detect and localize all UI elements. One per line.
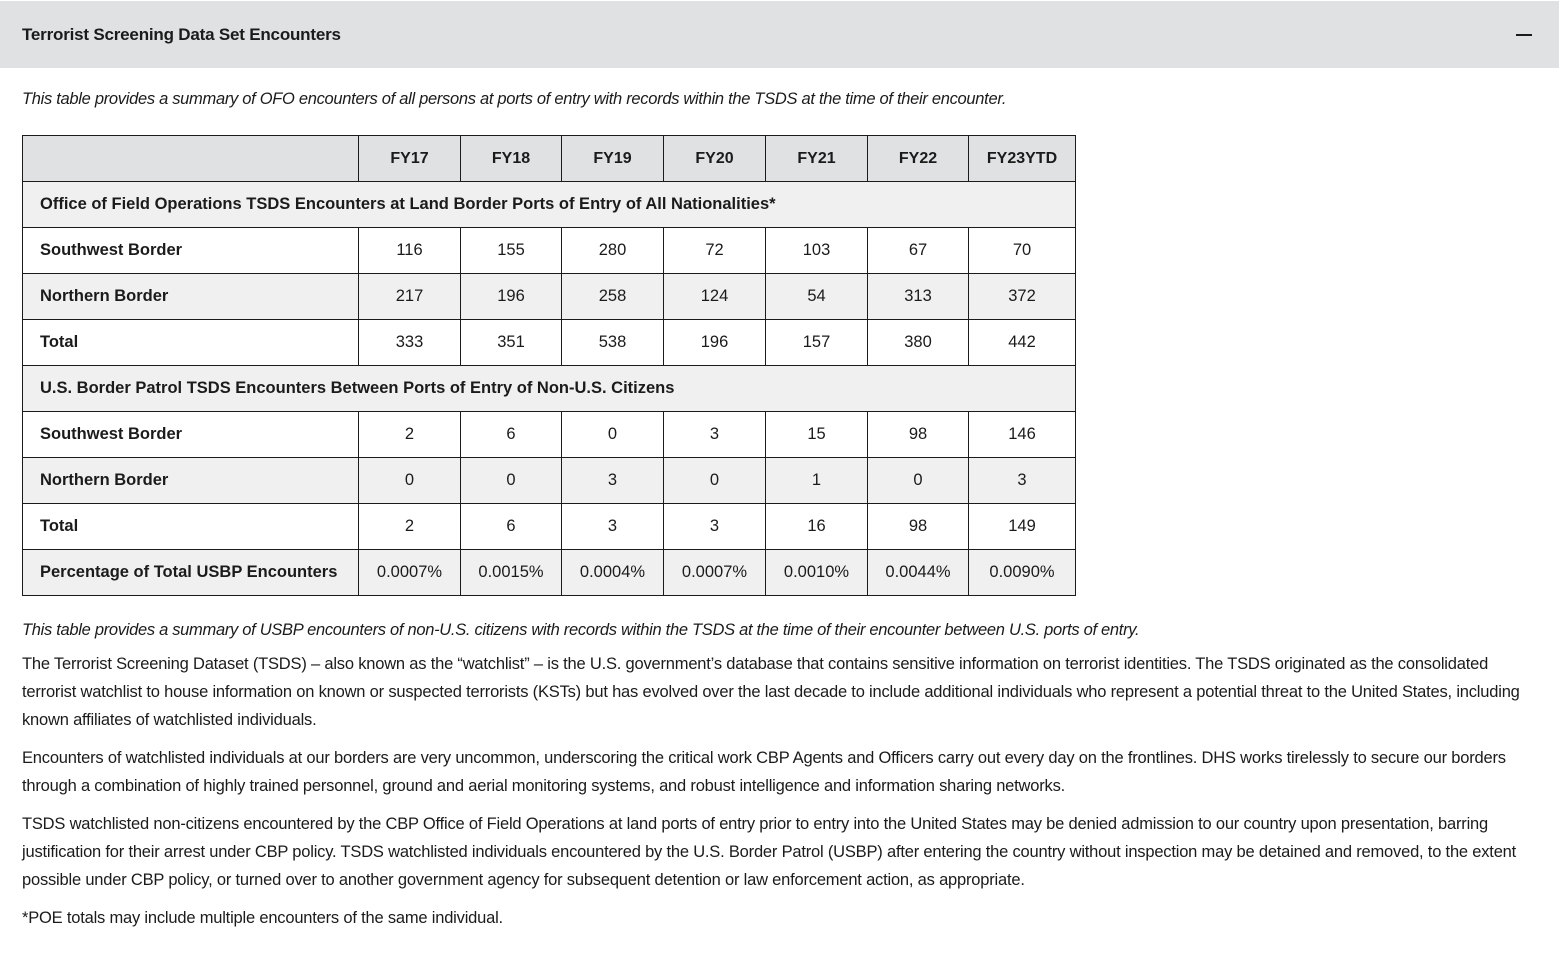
- column-header-fy22: FY22: [868, 136, 969, 182]
- table-header-row: [23, 136, 1076, 182]
- table-cell: 70: [969, 228, 1076, 274]
- table-cell: 313: [868, 274, 969, 320]
- table-cell: 280: [562, 228, 664, 274]
- column-header-fy21: FY21: [766, 136, 868, 182]
- table-cell: 6: [461, 504, 562, 550]
- table-cell: 372: [969, 274, 1076, 320]
- column-header-fy17: FY17: [359, 136, 461, 182]
- table-cell: 538: [562, 320, 664, 366]
- row-label: Northern Border: [23, 274, 359, 320]
- tsds-encounters-table: [22, 135, 1076, 596]
- section-title: U.S. Border Patrol TSDS Encounters Between Ports of Entry of Non-U.S. Citizens: [23, 366, 1076, 412]
- table-cell: 0: [461, 458, 562, 504]
- column-header-blank: [23, 136, 359, 182]
- table-row-total: [23, 320, 1076, 366]
- table-cell: 124: [664, 274, 766, 320]
- table-cell: 0.0007%: [359, 550, 461, 596]
- table-cell: 72: [664, 228, 766, 274]
- table-cell: 0.0010%: [766, 550, 868, 596]
- table-cell: 351: [461, 320, 562, 366]
- table-cell: 155: [461, 228, 562, 274]
- table-cell: 157: [766, 320, 868, 366]
- table-cell: 258: [562, 274, 664, 320]
- paragraph-tsds-definition: The Terrorist Screening Dataset (TSDS) – also known as the “watchlist” – is the U.S. government’s database that contains sensitive information on terrorist identities. The TSDS originated as the consolidated terrorist watchlist to house information on known or suspected terrorists (KSTs) but has evolved over the last decade to include additional individuals who represent a potential threat to the United States, including known affiliates of watchlisted individuals.: [22, 655, 1520, 729]
- table-cell: 442: [969, 320, 1076, 366]
- table-cell: 0.0044%: [868, 550, 969, 596]
- table-cell: 217: [359, 274, 461, 320]
- table-cell: 3: [664, 504, 766, 550]
- accordion-title: Terrorist Screening Data Set Encounters: [22, 24, 341, 44]
- row-label: Northern Border: [23, 458, 359, 504]
- table-cell: 3: [562, 504, 664, 550]
- table-cell: 196: [461, 274, 562, 320]
- table-cell: 0.0015%: [461, 550, 562, 596]
- table-cell: 196: [664, 320, 766, 366]
- accordion-content: [0, 68, 1561, 932]
- column-header-fy18: FY18: [461, 136, 562, 182]
- table-cell: 3: [969, 458, 1076, 504]
- paragraph-enforcement-actions: TSDS watchlisted non-citizens encountered by the CBP Office of Field Operations at land ports of entry prior to entry into the United States may be denied admission to our country upon presentation, barring justification for their arrest under CBP policy. TSDS watchlisted individuals encountered by the U.S. Border Patrol (USBP) after entering the country without inspection may be detained and removed, to the extent possible under CBP policy, or turned over to another government agency for subsequent detention or law enforcement action, as appropriate.: [22, 815, 1517, 889]
- table-cell: 2: [359, 504, 461, 550]
- table-row: [23, 458, 1076, 504]
- table-cell: 67: [868, 228, 969, 274]
- table-cell: 98: [868, 412, 969, 458]
- table-cell: 0.0007%: [664, 550, 766, 596]
- footnote-poe-totals: *POE totals may include multiple encounters of the same individual.: [22, 909, 503, 927]
- table-cell: 149: [969, 504, 1076, 550]
- row-label: Southwest Border: [23, 228, 359, 274]
- table-cell: 98: [868, 504, 969, 550]
- table-cell: 0: [562, 412, 664, 458]
- section-row-usbp: [23, 366, 1076, 412]
- row-label: Percentage of Total USBP Encounters: [23, 550, 359, 596]
- table-cell: 146: [969, 412, 1076, 458]
- table-caption-top: This table provides a summary of OFO encounters of all persons at ports of entry with records within the TSDS at the time of their encounter.: [22, 90, 1007, 108]
- table-cell: 116: [359, 228, 461, 274]
- minus-icon[interactable]: [1516, 34, 1532, 36]
- table-cell: 54: [766, 274, 868, 320]
- row-label: Total: [23, 504, 359, 550]
- table-row-percentage: [23, 550, 1076, 596]
- table-cell: 103: [766, 228, 868, 274]
- table-row-total: [23, 504, 1076, 550]
- table-cell: 3: [562, 458, 664, 504]
- table-row: [23, 228, 1076, 274]
- table-cell: 0: [359, 458, 461, 504]
- column-header-fy23ytd: FY23YTD: [969, 136, 1076, 182]
- row-label: Total: [23, 320, 359, 366]
- row-label: Southwest Border: [23, 412, 359, 458]
- column-header-fy19: FY19: [562, 136, 664, 182]
- table-cell: 333: [359, 320, 461, 366]
- table-cell: 6: [461, 412, 562, 458]
- section-row-ofo: [23, 182, 1076, 228]
- table-cell: 0: [868, 458, 969, 504]
- table-row: [23, 274, 1076, 320]
- table-cell: 3: [664, 412, 766, 458]
- table-caption-bottom: This table provides a summary of USBP encounters of non-U.S. citizens with records within the TSDS at the time of their encounter between U.S. ports of entry.: [22, 621, 1140, 639]
- table-cell: 16: [766, 504, 868, 550]
- paragraph-encounters-uncommon: Encounters of watchlisted individuals at our borders are very uncommon, underscoring the critical work CBP Agents and Officers carry out every day on the frontlines. DHS works tirelessly to secure our borders through a combination of highly trained personnel, ground and aerial monitoring systems, and robust intelligence and information sharing networks.: [22, 749, 1506, 795]
- accordion-header[interactable]: [0, 1, 1559, 68]
- table-cell: 380: [868, 320, 969, 366]
- table-cell: 0.0090%: [969, 550, 1076, 596]
- table-cell: 1: [766, 458, 868, 504]
- table-cell: 0: [664, 458, 766, 504]
- section-title: Office of Field Operations TSDS Encounters at Land Border Ports of Entry of All Nationalities*: [23, 182, 1076, 228]
- table-cell: 2: [359, 412, 461, 458]
- table-cell: 15: [766, 412, 868, 458]
- column-header-fy20: FY20: [664, 136, 766, 182]
- table-cell: 0.0004%: [562, 550, 664, 596]
- table-row: [23, 412, 1076, 458]
